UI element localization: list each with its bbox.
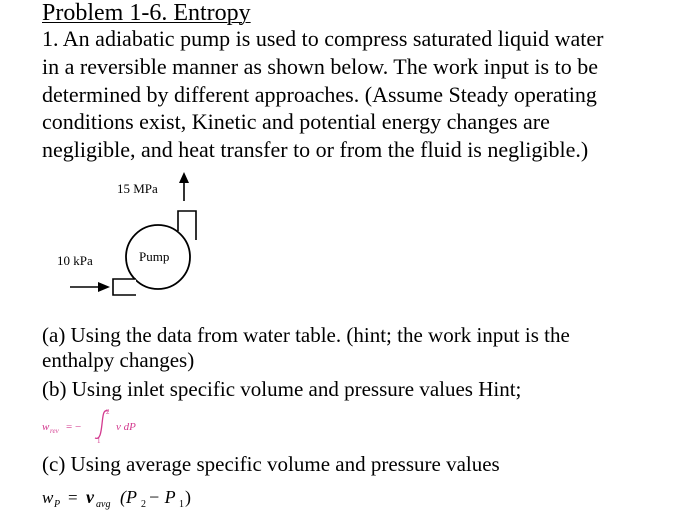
problem-statement-line-5: negligible, and heat transfer to or from the fluid is negligible.) (42, 137, 589, 162)
problem-title: Problem 1-6. Entropy (42, 0, 251, 26)
eq-c-lhs: w (42, 488, 54, 507)
eq-c-close: ) (185, 487, 191, 507)
eq-b-equals: = − (66, 421, 82, 433)
average-volume-work-equation (42, 482, 262, 512)
eq-c-p1-subscript: 1 (179, 499, 184, 510)
inlet-pipe (113, 279, 136, 295)
inlet-flow-arrow-head (98, 282, 110, 292)
part-c-text: (c) Using average specific volume and pressure values (42, 452, 500, 476)
eq-c-p2: (P (120, 487, 137, 507)
eq-c-volume-subscript: avg (96, 499, 111, 510)
eq-c-lhs-subscript: P (54, 499, 61, 510)
inlet-pressure-label: 10 kPa (57, 253, 93, 268)
part-b-text: (b) Using inlet specific volume and pressure values Hint; (42, 377, 522, 401)
reversible-work-integral-equation (42, 406, 202, 444)
problem-statement-line-2: in a reversible manner as shown below. The work input is to be (42, 54, 598, 79)
eq-c-equals: = (68, 488, 78, 507)
problem-statement-line-1: 1. An adiabatic pump is used to compress saturated liquid water (42, 26, 604, 51)
problem-statement-line-4: conditions exist, Kinetic and potential energy changes are (42, 109, 550, 134)
eq-c-volume: v (86, 487, 94, 507)
outlet-pressure-label: 15 MPa (117, 181, 158, 196)
problem-statement-line-3: determined by different approaches. (Assume Steady operating (42, 82, 597, 107)
eq-b-lhs: w (42, 421, 50, 433)
eq-b-lower-limit: 1 (97, 437, 101, 444)
eq-b-lhs-subscript: rev (50, 427, 59, 435)
outlet-flow-arrow-head (179, 172, 189, 183)
part-a-line-2: enthalpy changes) (42, 348, 195, 372)
eq-c-minus-p1: − P (148, 487, 176, 507)
eq-c-p2-subscript: 2 (141, 499, 146, 510)
pump-label: Pump (139, 249, 170, 264)
eq-b-integrand: v dP (116, 421, 136, 433)
part-a-line-1: (a) Using the data from water table. (hint; the work input is the (42, 323, 570, 347)
eq-b-upper-limit: 2 (106, 408, 110, 416)
